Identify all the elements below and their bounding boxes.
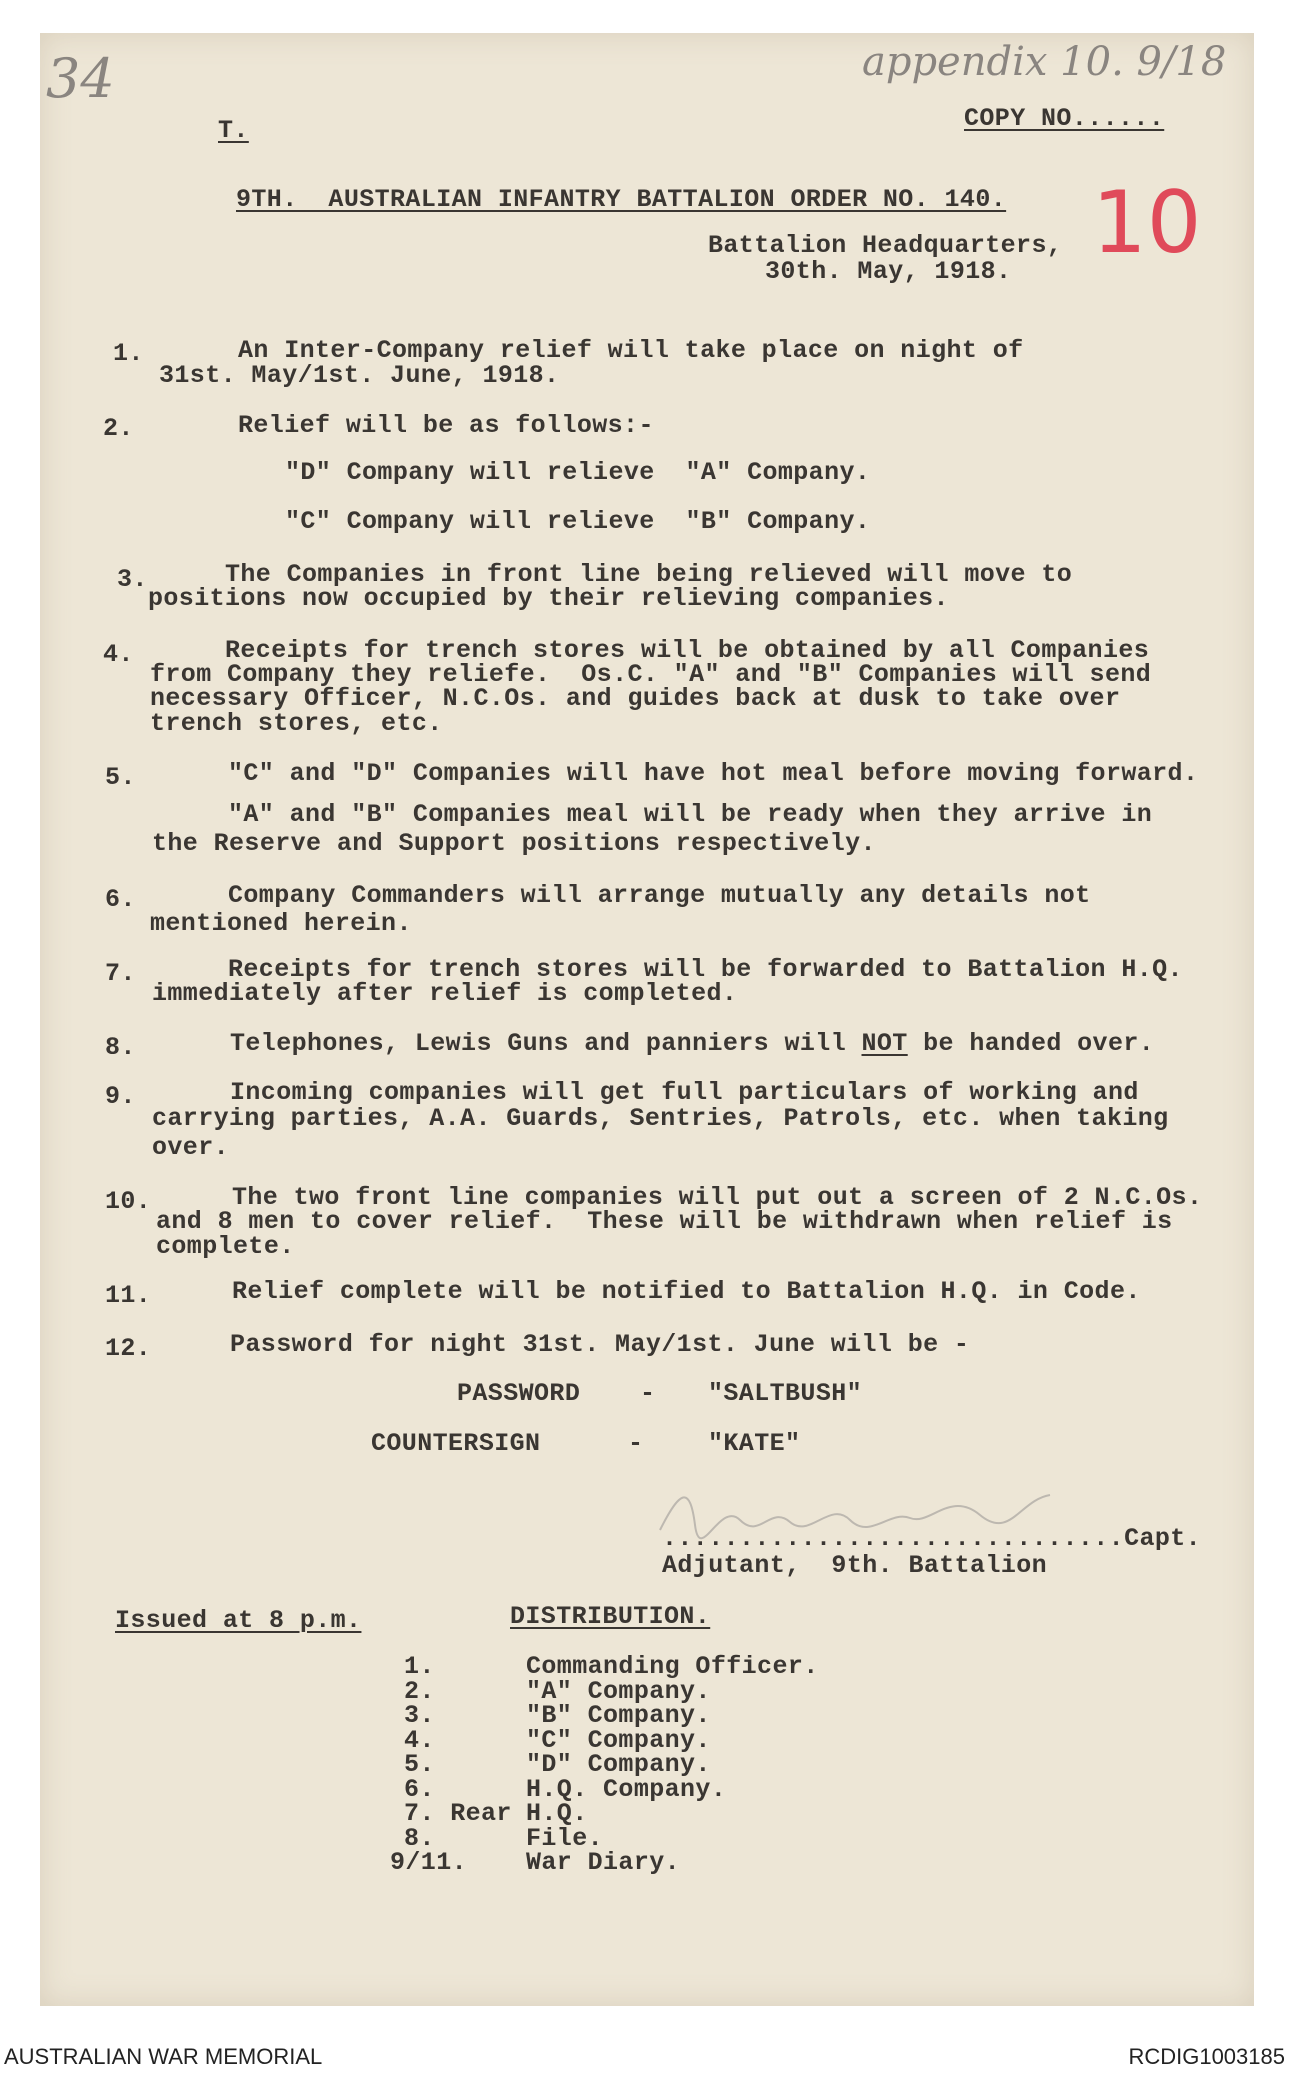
para-11-line: Relief complete will be notified to Battalion H.Q. in Code. bbox=[232, 1277, 1141, 1306]
emphasis-not: NOT bbox=[861, 1029, 908, 1058]
dist-label: "B" Company. bbox=[526, 1701, 711, 1730]
para-9-num: 9. bbox=[105, 1082, 136, 1111]
para-9-line: Incoming companies will get full particulars of working and bbox=[230, 1078, 1139, 1107]
para-10-line: and 8 men to cover relief. These will be withdrawn when relief is bbox=[156, 1207, 1173, 1236]
para-10-line: The two front line companies will put out a screen of 2 N.C.Os. bbox=[232, 1183, 1203, 1212]
dist-label: File. bbox=[526, 1824, 604, 1853]
para-6-line: Company Commanders will arrange mutually any details not bbox=[228, 881, 1091, 910]
para-6-num: 6. bbox=[105, 885, 136, 914]
para-7-line: immediately after relief is completed. bbox=[152, 979, 738, 1008]
dist-label: H.Q. Company. bbox=[526, 1775, 727, 1804]
document-title: 9TH. AUSTRALIAN INFANTRY BATTALION ORDER NO. 140. bbox=[236, 185, 1007, 214]
para-8-num: 8. bbox=[105, 1033, 136, 1062]
password-dash: - bbox=[640, 1379, 656, 1408]
dist-label: Commanding Officer. bbox=[526, 1652, 819, 1681]
para-2-line: Relief will be as follows:- bbox=[238, 411, 654, 440]
dist-num: 4. bbox=[404, 1726, 435, 1755]
para-1-line: An Inter-Company relief will take place on night of bbox=[238, 336, 1024, 365]
para-5-line: "C" and "D" Companies will have hot meal before moving forward. bbox=[228, 759, 1199, 788]
para-6-line: mentioned herein. bbox=[150, 909, 412, 938]
dist-num: 5. bbox=[404, 1750, 435, 1779]
dist-num: 3. bbox=[404, 1701, 435, 1730]
para-12-line: Password for night 31st. May/1st. June will be - bbox=[230, 1330, 970, 1359]
para-9-line: carrying parties, A.A. Guards, Sentries, Patrols, etc. when taking bbox=[152, 1104, 1169, 1133]
dist-num: 8. bbox=[404, 1824, 435, 1853]
para-4-line: from Company they reliefe. Os.C. "A" and "B" Companies will send bbox=[150, 660, 1152, 689]
para-8-line bbox=[230, 1029, 1155, 1058]
para-3-line: The Companies in front line being relieved will move to bbox=[225, 560, 1073, 589]
para-10-num: 10. bbox=[105, 1187, 152, 1216]
para-7-line: Receipts for trench stores will be forwarded to Battalion H.Q. bbox=[228, 955, 1183, 984]
para-8-text: be handed over. bbox=[907, 1029, 1155, 1058]
para-1-num: 1. bbox=[113, 339, 144, 368]
countersign-dash: - bbox=[628, 1429, 644, 1458]
place: Battalion Headquarters, bbox=[708, 231, 1063, 260]
footer-record-id: RCDIG1003185 bbox=[1128, 2044, 1285, 2069]
para-3-line: positions now occupied by their relieving companies. bbox=[148, 584, 949, 613]
dist-label: "C" Company. bbox=[526, 1726, 711, 1755]
red-number: 10 bbox=[1092, 173, 1202, 273]
copy-number-label: COPY NO...... bbox=[964, 104, 1165, 133]
footer-institution: AUSTRALIAN WAR MEMORIAL bbox=[4, 2044, 323, 2069]
handwritten-folio: 34 bbox=[46, 47, 115, 110]
handwritten-appendix: appendix 10. 9/18 bbox=[862, 39, 1227, 85]
para-12-num: 12. bbox=[105, 1334, 152, 1363]
para-5-line: the Reserve and Support positions respectively. bbox=[152, 829, 876, 858]
dist-label: War Diary. bbox=[526, 1848, 681, 1877]
issued-time: Issued at 8 p.m. bbox=[115, 1606, 362, 1635]
dist-label: "A" Company. bbox=[526, 1677, 711, 1706]
top-left-mark: T. bbox=[218, 116, 249, 145]
para-7-num: 7. bbox=[105, 959, 136, 988]
para-9-line: over. bbox=[152, 1133, 230, 1162]
password-label: PASSWORD bbox=[457, 1379, 581, 1408]
para-5-line: "A" and "B" Companies meal will be ready when they arrive in bbox=[228, 800, 1153, 829]
para-1-line: 31st. May/1st. June, 1918. bbox=[159, 361, 560, 390]
dist-num: 6. bbox=[404, 1775, 435, 1804]
para-11-num: 11. bbox=[105, 1281, 152, 1310]
countersign-value: "KATE" bbox=[708, 1429, 801, 1458]
dist-num: 2. bbox=[404, 1677, 435, 1706]
para-8-text: Telephones, Lewis Guns and panniers will bbox=[230, 1029, 862, 1058]
copy-number bbox=[964, 104, 1165, 133]
para-10-line: complete. bbox=[156, 1232, 295, 1261]
dist-label: "D" Company. bbox=[526, 1750, 711, 1779]
dist-label: H.Q. bbox=[526, 1799, 588, 1828]
dist-num: 7. Rear bbox=[404, 1799, 512, 1828]
date: 30th. May, 1918. bbox=[765, 257, 1012, 286]
dist-num: 9/11. bbox=[390, 1848, 468, 1877]
para-5-num: 5. bbox=[105, 763, 136, 792]
para-2-line: "D" Company will relieve "A" Company. bbox=[285, 458, 871, 487]
signatory-title: Adjutant, 9th. Battalion bbox=[662, 1551, 1048, 1580]
para-2-line: "C" Company will relieve "B" Company. bbox=[285, 507, 871, 536]
dist-num: 1. bbox=[404, 1652, 435, 1681]
signature-line: ..............................Capt. bbox=[662, 1524, 1202, 1553]
para-4-num: 4. bbox=[103, 640, 134, 669]
para-4-line: trench stores, etc. bbox=[150, 709, 443, 738]
para-4-line: necessary Officer, N.C.Os. and guides back at dusk to take over bbox=[150, 684, 1121, 713]
para-4-line: Receipts for trench stores will be obtained by all Companies bbox=[225, 636, 1150, 665]
distribution-heading: DISTRIBUTION. bbox=[510, 1602, 711, 1631]
countersign-label: COUNTERSIGN bbox=[371, 1429, 541, 1458]
para-3-num: 3. bbox=[117, 565, 148, 594]
para-2-num: 2. bbox=[103, 414, 134, 443]
password-value: "SALTBUSH" bbox=[708, 1379, 863, 1408]
